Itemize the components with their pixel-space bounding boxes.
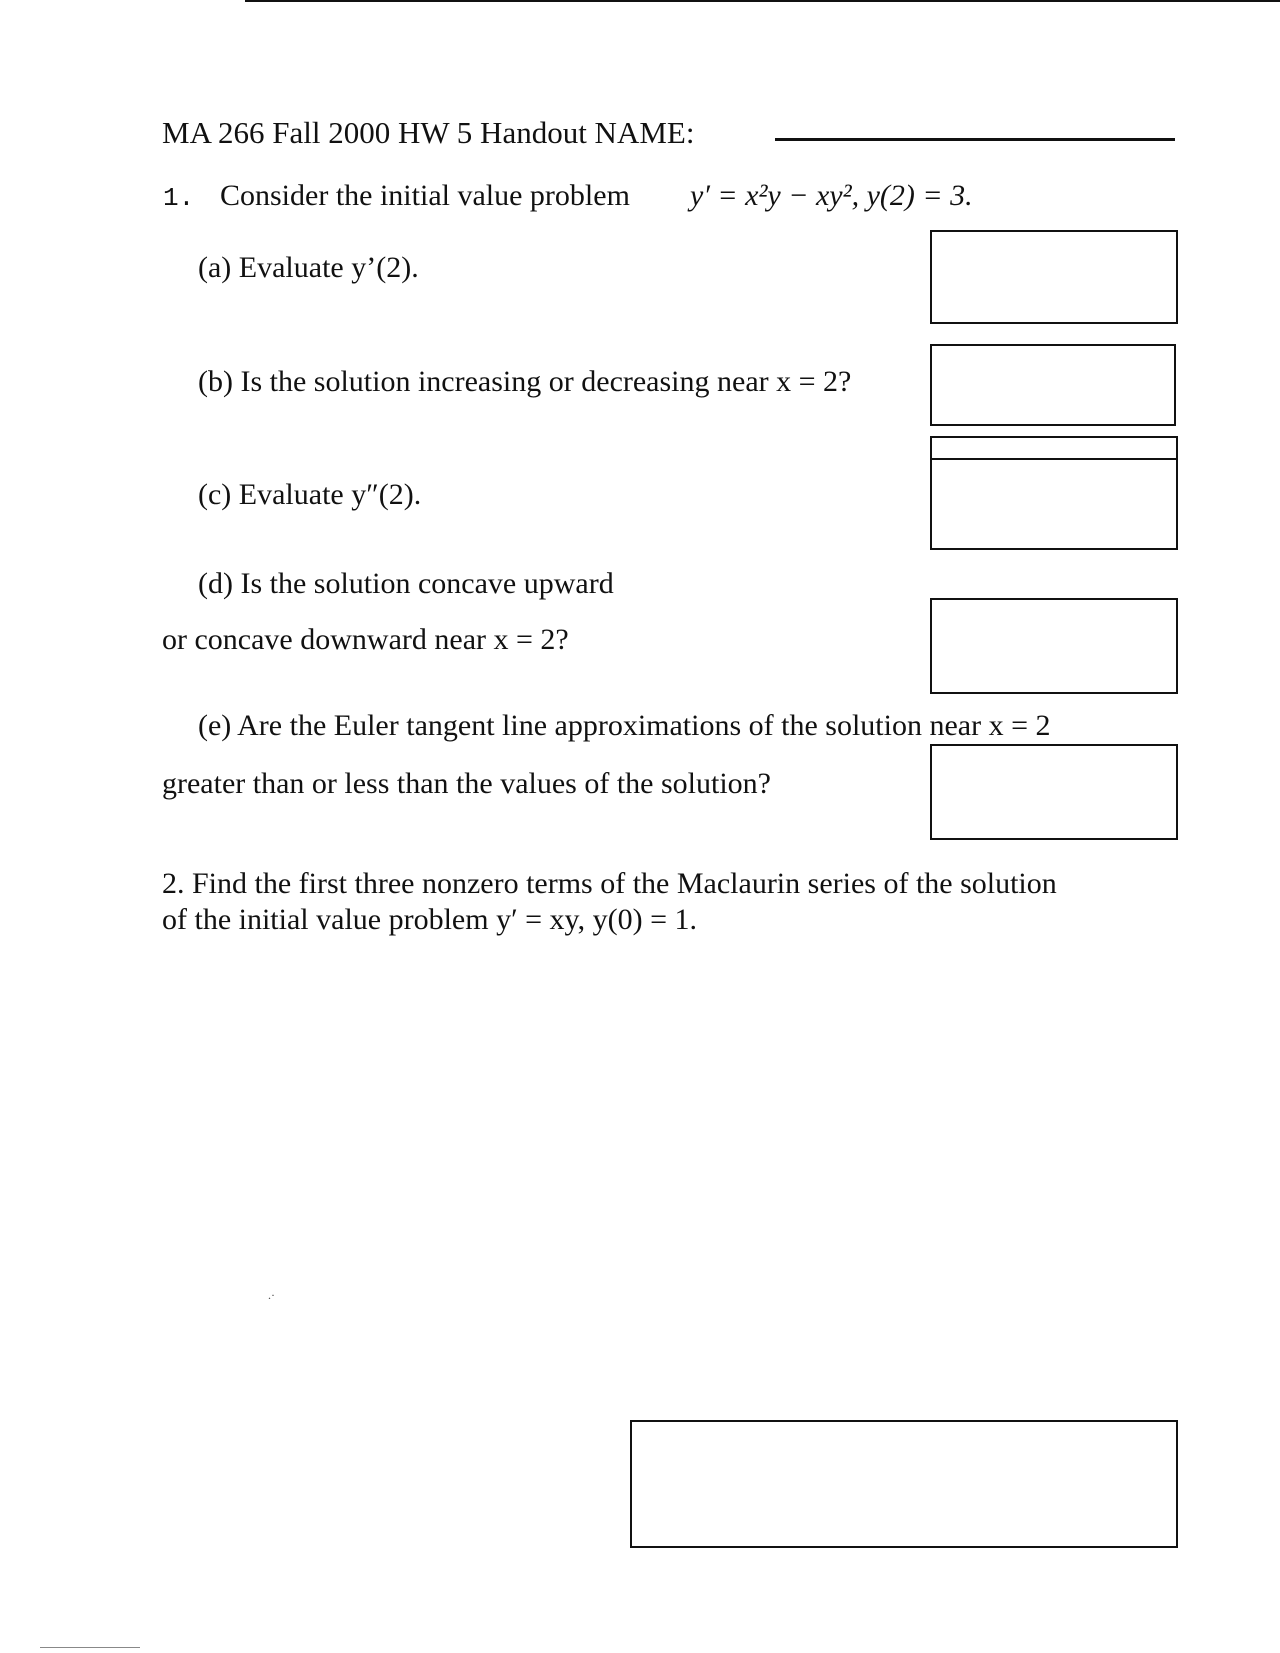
part-d-question-line-1: (d) Is the solution concave upward [198,567,614,600]
part-e-question-line-2: greater than or less than the values of the solution? [162,767,771,800]
part-b-answer-box[interactable] [930,344,1176,426]
page-title: MA 266 Fall 2000 HW 5 Handout NAME: [162,115,695,150]
name-field-line[interactable] [775,138,1175,141]
part-e-answer-box[interactable] [930,744,1178,840]
part-c-answer-box[interactable] [930,436,1178,550]
part-d-question-line-2: or concave downward near x = 2? [162,623,569,656]
problem-2-answer-box[interactable] [630,1420,1178,1548]
part-e-question-line-1: (e) Are the Euler tangent line approximations of the solution near x = 2 [198,709,1051,742]
part-b-question: (b) Is the solution increasing or decreasing near x = 2? [198,365,852,398]
part-a-question: (a) Evaluate y’(2). [198,251,419,284]
problem-2-line-2: of the initial value problem y′ = xy, y(0) = 1. [162,903,698,936]
problem-1-number: 1. [163,183,195,213]
bottom-rule [40,1647,140,1648]
box-divider [932,458,1176,460]
part-a-answer-box[interactable] [930,230,1178,324]
top-rule [245,0,1280,2]
part-d-answer-box[interactable] [930,598,1178,694]
problem-2-line-1: 2. Find the first three nonzero terms of the Maclaurin series of the solution [162,867,1057,900]
stray-mark: .· [268,1288,275,1302]
part-c-question: (c) Evaluate y″(2). [198,478,422,511]
problem-1-equation: y′ = x²y − xy², y(2) = 3. [690,179,973,212]
problem-1-intro: Consider the initial value problem [220,179,630,212]
